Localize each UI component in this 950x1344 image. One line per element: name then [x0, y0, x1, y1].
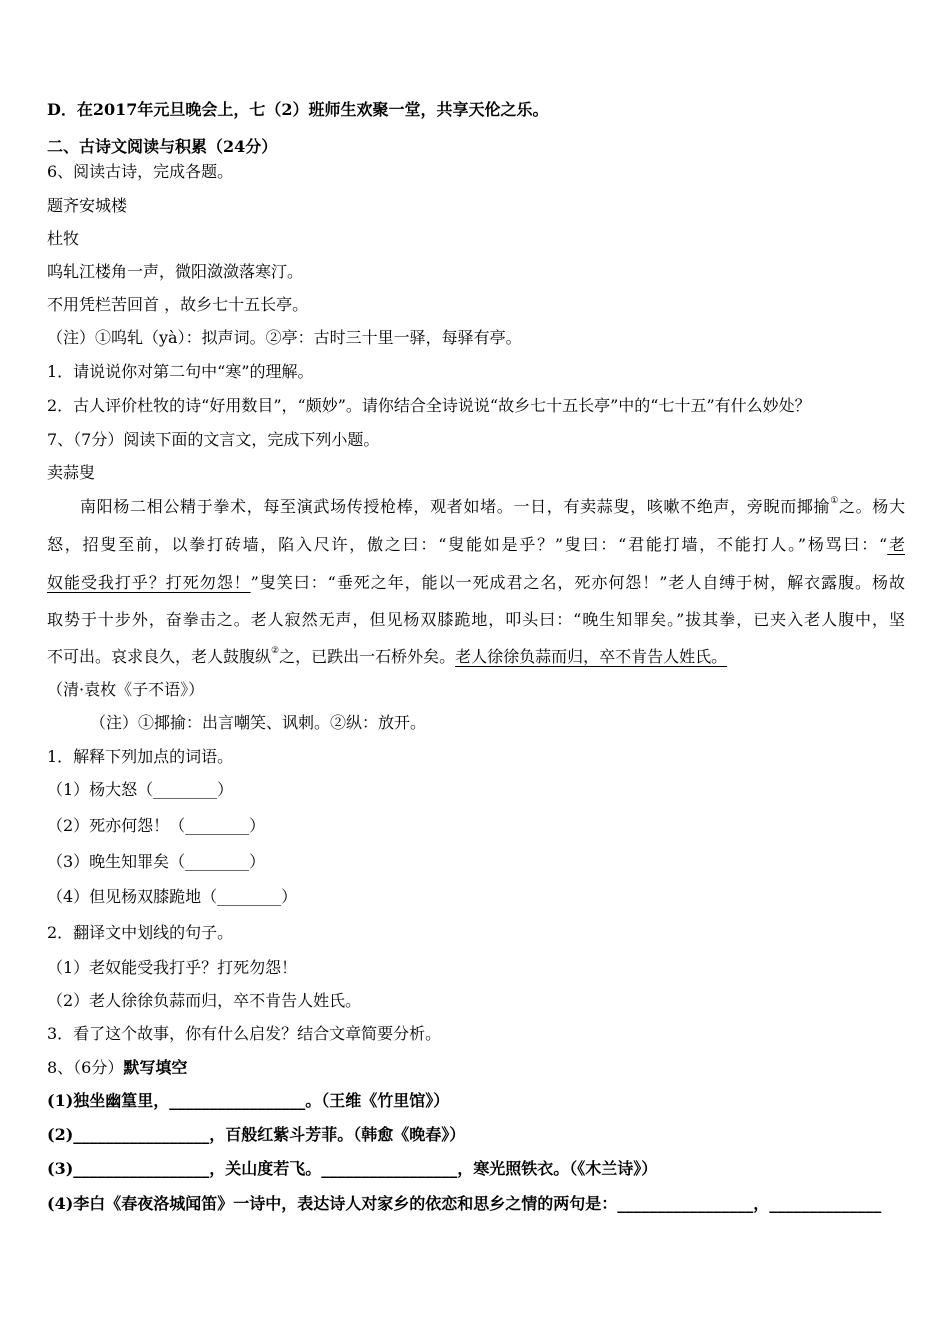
option-d: D．在2017年元旦晚会上，七（2）班师生欢聚一堂，共享天伦之乐。: [47, 100, 549, 119]
poem-line: 呜轧江楼角一声，微阳潋潋落寒汀。: [47, 262, 304, 281]
passage-line: [47, 571, 905, 595]
q8-item: (2)_________________，百般红紫斗芳菲。（韩愈《晚春》）: [47, 1125, 466, 1144]
q7-sub2-item: （1）老奴能受我打乎？打死勿怨！: [47, 958, 298, 977]
underlined-sentence: 奴能受我打乎？打死勿怨！: [47, 573, 251, 592]
passage-source: （清·袁枚《子不语》）: [47, 680, 205, 699]
passage-note: （注）①揶揄：出言嘲笑、讽刺。②纵：放开。: [90, 713, 427, 732]
q8-prompt-title: 默写填空: [123, 1058, 188, 1077]
underlined-sentence: 老: [887, 535, 905, 554]
q7-sub1-item: （3）晚生知罪矣（________）: [47, 852, 266, 871]
section-title: 二、古诗文阅读与积累（24分）: [47, 137, 278, 156]
q8-item: (4)李白《春夜洛城闻笛》一诗中，表达诗人对家乡的依恋和思乡之情的两句是：_________________，______________: [47, 1194, 882, 1213]
poem-author: 杜牧: [47, 229, 80, 248]
q8-prompt: [47, 1056, 187, 1080]
q7-sub1-item: （2）死亦何怨！（________）: [47, 816, 266, 835]
passage-line: [47, 495, 905, 519]
passage-text: 不可出。哀求良久，老人鼓腹纵: [47, 647, 272, 666]
passage-text: ”叟笑曰：“垂死之年，能以一死成君之名，死亦何怨！”老人自缚于树，解衣露腹。杨故: [250, 573, 905, 592]
q6-sub-question: 2．古人评价杜牧的诗“好用数目”，“颇妙”。请你结合全诗说说“故乡七十五长亭”中的“七十五”有什么妙处？: [47, 396, 811, 415]
underlined-sentence: 老人徐徐负蒜而归，卒不肯告人姓氏。: [455, 647, 728, 666]
passage-text: 取势于十步外，奋拳击之。老人寂然无声，但见杨双膝跪地，叩头曰：“晚生知罪矣。”拔其拳，已夹入老人腹中，坚: [47, 610, 905, 629]
footnote-marker: ①: [830, 496, 839, 506]
poem-line: 不用凭栏苦回首 ，故乡七十五长亭。: [47, 295, 309, 314]
q6-sub-question: 1．请说说你对第二句中“寒”的理解。: [47, 362, 314, 381]
q7-sub1-prompt: 1．解释下列加点的词语。: [47, 747, 234, 766]
q8-prompt-prefix: 8、（6分）: [47, 1058, 124, 1077]
q7-sub1-item: （1）杨大怒（________）: [47, 780, 234, 799]
q7-sub2-item: （2）老人徐徐负蒜而归，卒不肯告人姓氏。: [47, 991, 362, 1010]
q6-prompt: 6、阅读古诗，完成各题。: [47, 162, 234, 181]
passage-text: 之。杨大: [838, 497, 905, 516]
passage-line: [47, 645, 905, 669]
q7-sub2-prompt: 2．翻译文中划线的句子。: [47, 923, 234, 942]
q7-prompt: 7、（7分）阅读下面的文言文，完成下列小题。: [47, 430, 380, 449]
passage-text: 之，已跌出一石桥外矣。: [279, 647, 456, 666]
passage-line: [47, 608, 905, 632]
q7-sub1-item: （4）但见杨双膝跪地（________）: [47, 887, 298, 906]
passage-title: 卖蒜叟: [47, 463, 96, 482]
q7-sub3: 3．看了这个故事，你有什么启发？结合文章简要分析。: [47, 1024, 442, 1043]
poem-title: 题齐安城楼: [47, 196, 128, 215]
passage-line: [47, 533, 905, 557]
q8-item: (1)独坐幽篁里，_________________。（王维《竹里馆》）: [47, 1091, 450, 1110]
poem-note: （注）①呜轧（yà）：拟声词。②亭：古时三十里一驿，每驿有亭。: [47, 328, 522, 347]
passage-text: 怒，招叟至前，以拳打砖墙，陷入尺许，傲之曰：“叟能如是乎？”叟曰：“君能打墙，不能打人。”杨骂曰：“: [47, 535, 888, 554]
footnote-marker: ②: [271, 646, 280, 656]
passage-text: 南阳杨二相公精于拳术，每至演武场传授枪棒，观者如堵。一日，有卖蒜叟，咳嗽不绝声，旁睨而揶揄: [80, 497, 831, 516]
q8-item: (3)_________________，关山度若飞。_________________，寒光照铁衣。（《木兰诗》）: [47, 1159, 658, 1178]
